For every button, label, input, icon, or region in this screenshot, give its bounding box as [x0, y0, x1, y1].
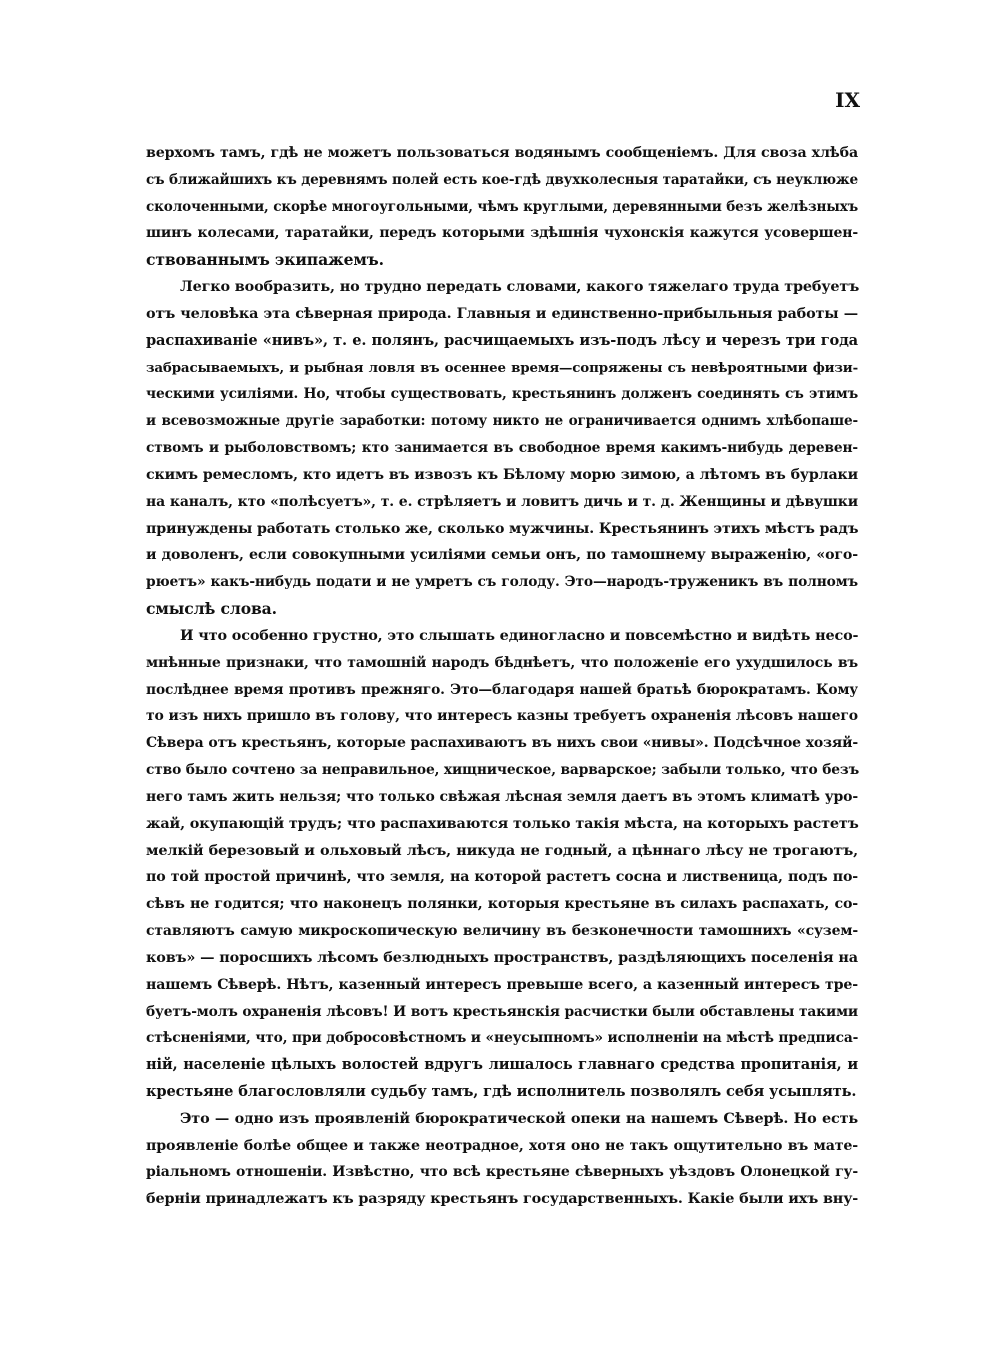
text-line: ставляютъ самую микроскопическую величину въ безконечности тамошнихъ «сузем- — [146, 923, 858, 940]
text-line: шинъ колесами, таратайки, передъ которыми здѣшнія чухонскія кажутся усовершен- — [146, 225, 858, 242]
text-line: ствомъ и рыболовствомъ; кто занимается въ свободное время какимъ-нибудь деревен- — [146, 440, 858, 457]
text-line: Это — одно изъ проявленій бюрократической опеки на нашемъ Сѣверѣ. Но есть — [180, 1109, 858, 1127]
text-line: Сѣвера отъ крестьянъ, которые распахиваютъ въ нихъ свои «нивы». Подсѣчное хозяй- — [146, 735, 858, 752]
text-line: и доволенъ, если совокупными усиліями семьи онъ, по тамошнему выраженію, «ого- — [146, 547, 858, 564]
text-line: стѣсненіями, что, при добросовѣстномъ и «неусыпномъ» исполненіи на мѣстѣ предписа- — [146, 1030, 859, 1047]
text-line: проявленіе болѣе общее и также неотрадное, хотя оно не такъ ощутительно въ мате- — [146, 1137, 858, 1154]
text-line: рюетъ» какъ-нибудь подати и не умретъ съ голоду. Это—народъ-труженикъ въ полномъ — [146, 574, 858, 591]
text-line: берніи принадлежатъ къ разряду крестьянъ государственныхъ. Какіе были ихъ вну- — [146, 1190, 859, 1208]
text-line: И что особенно грустно, это слышать единогласно и повсемѣстно и видѣть несо- — [180, 626, 859, 644]
text-line: по той простой причинѣ, что земля, на которой растетъ сосна и лиственица, подъ по- — [146, 869, 858, 886]
text-line: и всевозможные другіе заработки: потому никто не ограничивается однимъ хлѣбопаше- — [146, 413, 858, 430]
text-line: верхомъ тамъ, гдѣ не можетъ пользоваться водянымъ сообщеніемъ. Для своза хлѣба — [146, 145, 858, 161]
text-line: смыслѣ слова. — [146, 599, 277, 619]
page-number: IX — [835, 88, 860, 112]
text-line: буетъ-молъ охраненія лѣсовъ! И вотъ крестьянскія расчистки были обставлены такими — [146, 1003, 858, 1020]
text-line: ковъ» — поросшихъ лѣсомъ безлюдныхъ пространствъ, раздѣляющихъ поселенія на — [146, 948, 858, 966]
text-line: сѣвъ не годится; что наконецъ полянки, которыя крестьяне въ силахъ распахать, со- — [146, 896, 858, 913]
text-line: мелкій березовый и ольховый лѣсъ, никуда не годный, а цѣннаго лѣсу не трогаютъ, — [146, 841, 858, 859]
text-line: ріальномъ отношеніи. Извѣстно, что всѣ крестьяне сѣверныхъ уѣздовъ Олонецкой гу- — [146, 1164, 858, 1181]
text-line: сколоченными, скорѣе многоугольными, чѣмъ круглыми, деревянными безъ желѣзныхъ — [146, 198, 859, 215]
text-line: ство было сочтено за неправильное, хищническое, варварское; забыли только, что безъ — [146, 762, 860, 779]
text-line: принуждены работать столько же, сколько мужчины. Крестьянинъ этихъ мѣстъ радъ — [146, 520, 859, 537]
text-line: съ ближайшихъ къ деревнямъ полей есть кое-гдѣ двухколесныя таратайки, съ неуклюже — [146, 171, 858, 188]
text-line: жай, окупающій трудъ; что распахиваются только такія мѣста, на которыхъ растетъ — [146, 814, 859, 832]
text-line: забрасываемыхъ, и рыбная ловля въ осеннее время—сопряжены съ невѣроятными физи- — [146, 359, 858, 376]
text-line: скимъ ремесломъ, кто идетъ въ извозъ къ Бѣлому морю зимою, а лѣтомъ въ бурлаки — [146, 466, 858, 483]
text-line: распахиваніе «нивъ», т. е. полянъ, расчищаемыхъ изъ-подъ лѣсу и черезъ три года — [146, 331, 858, 349]
text-line: ній, населеніе цѣлыхъ волостей вдругъ лишалось главнаго средства пропитанія, и — [146, 1056, 858, 1074]
text-line: Легко вообразить, но трудно передать словами, какого тяжелаго труда требуетъ — [180, 278, 860, 296]
text-line: отъ человѣка эта сѣверная природа. Главныя и единственно-прибыльныя работы — — [146, 304, 858, 322]
text-line: то изъ нихъ пришло въ голову, что интересъ казны требуетъ охраненія лѣсовъ нашего — [146, 708, 858, 725]
text-line: ствованнымъ экипажемъ. — [146, 250, 384, 270]
text-line: на каналъ, кто «полѣсуетъ», т. е. стрѣляетъ и ловитъ дичь и т. д. Женщины и дѣвушки — [146, 493, 858, 510]
text-line: него тамъ жить нельзя; что только свѣжая лѣсная земля даетъ въ этомъ климатѣ уро- — [146, 788, 858, 805]
text-line: нашемъ Сѣверѣ. Нѣтъ, казенный интересъ превыше всего, а казенный интересъ тре- — [146, 976, 858, 993]
text-line: крестьяне благословляли судьбу тамъ, гдѣ исполнитель позволялъ себя усыплять. — [146, 1082, 857, 1100]
body-text — [146, 140, 858, 1213]
text-line: мнѣнные признаки, что тамошній народъ бѣднѣетъ, что положеніе его ухудшилось въ — [146, 654, 858, 671]
text-line: ческими усиліями. Но, чтобы существовать, крестьянинъ долженъ соединять съ этимъ — [146, 386, 858, 403]
text-line: послѣднее время противъ прежняго. Это—благодаря нашей братьѣ бюрократамъ. Кому — [146, 681, 858, 698]
